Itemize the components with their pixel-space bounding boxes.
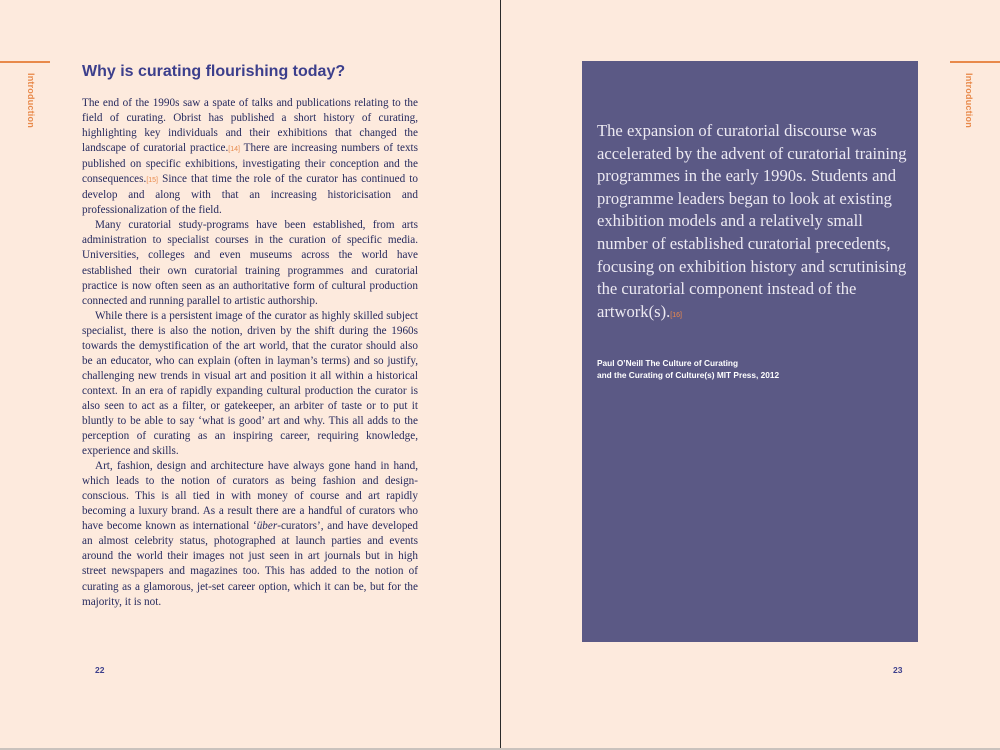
section-tab-rule <box>0 61 50 63</box>
footnote-ref-14[interactable]: [14] <box>228 146 240 154</box>
paragraph-2: Many curatorial study-programs have been established, from arts administration to specialist courses in the curation of specific media. Universities, colleges and even museums across the world have established their own curatorial training programmes and curatorial practice is now often seen as an authoritative form of cultural production connected and running parallel to artistic authorship. <box>82 219 418 307</box>
page-number: 22 <box>95 665 105 675</box>
pull-quote-box <box>582 61 918 642</box>
section-side-tab: Introduction <box>26 73 36 128</box>
page-number: 23 <box>893 665 903 675</box>
pull-quote-text: The expansion of curatorial discourse was accelerated by the advent of curatorial training programmes in the early 1990s. Students and programme leaders began to look at existing exhibition models and a relatively small number of established curatorial precedents, focusing on exhibition history and scrutinising the curatorial component instead of the artwork(s).[16] <box>597 121 907 321</box>
right-page <box>501 0 1000 750</box>
section-side-tab: Introduction <box>964 73 974 128</box>
paragraph-1: The end of the 1990s saw a spate of talks and publications relating to the field of curating. Obrist has published a short history of curating, highlighting key individuals and their exhibitions that changed the landscape of curatorial practice.[14] There are increasing numbers of texts published on specific exhibitions, investigating their conception and the consequences.[15] Since that time the role of the curator has continued to develop and along with that an increasing historicisation and professionalization of the field. <box>82 97 418 217</box>
paragraph-3: While there is a persistent image of the curator as highly skilled subject specialist, there is also the notion, driven by the shift during the 1960s towards the demystification of the art world, that the curator should also be an educator, who can explain (often in layman’s terms) and so justify, challenging new trends in visual art and position it all within a historical context. In an era of rapidly expanding cultural production the curator is also seen to act as a filter, or gatekeeper, an arbiter of taste or to put it bluntly to be able to say ‘what is good’ art and why. This all adds to the perception of curating as an inspiring career, requiring knowledge, experience and skills. <box>82 309 418 458</box>
footnote-ref-16[interactable]: [16] <box>670 311 682 319</box>
section-heading: Why is curating flourishing today? <box>82 63 346 80</box>
footnote-ref-15[interactable]: [15] <box>146 177 158 185</box>
paragraph-4: Art, fashion, design and architecture have always gone hand in hand, which leads to the notion of curators as being fashion and design-conscious. This is all tied in with money of course and art rapidly becoming a luxury brand. As a result there are a handful of curators who have become known as international ‘über-curators’, and have developed an almost celebrity status, photographed at launch parties and events around the world their images not just seen in art journals but in high street newspapers and magazines too. This has added to the notion of curating as a glamorous, jet-set career option, which it can be, but for the majority, it is not. <box>82 460 418 608</box>
quote-citation: Paul O’Neill The Culture of Curating and the Curating of Culture(s) MIT Press, 2012 <box>597 358 780 380</box>
section-tab-rule <box>950 61 1000 63</box>
body-text <box>82 96 418 610</box>
